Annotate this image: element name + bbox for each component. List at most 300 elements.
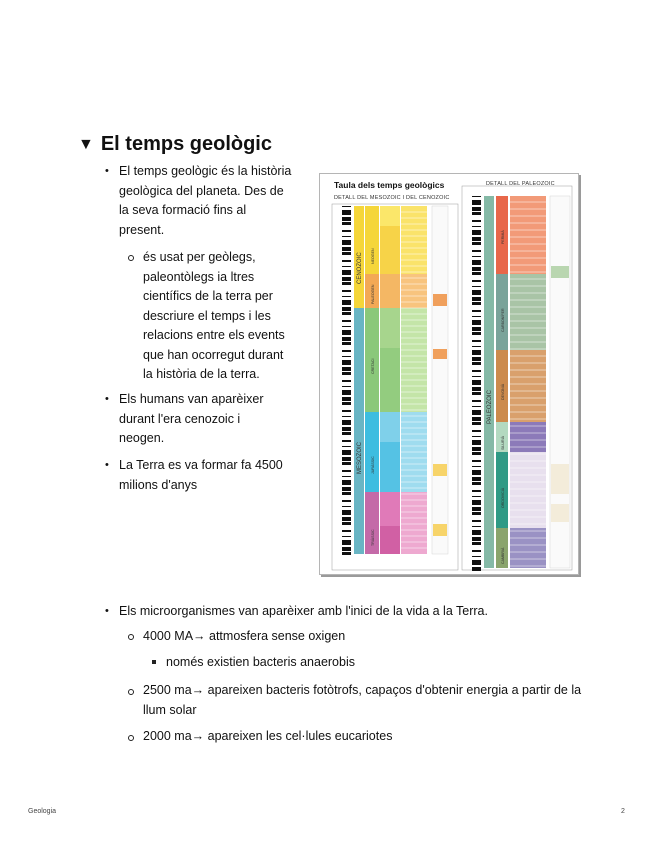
period-label: CAMBRIÀ bbox=[501, 547, 505, 564]
polarity-stripe bbox=[472, 301, 481, 302]
polarity-stripe bbox=[472, 550, 481, 552]
epoch-block bbox=[380, 526, 400, 554]
polarity-stripe bbox=[342, 461, 351, 462]
polarity-stripe bbox=[342, 371, 351, 372]
polarity-stripe bbox=[472, 271, 481, 272]
period-label: PALEOGEN bbox=[371, 284, 375, 304]
stage-block bbox=[401, 206, 427, 274]
polarity-stripe bbox=[342, 296, 351, 297]
polarity-stripe bbox=[342, 356, 351, 357]
polarity-stripe bbox=[472, 436, 481, 437]
magnetic-polarity-column bbox=[342, 206, 351, 555]
polarity-stripe bbox=[472, 331, 481, 332]
polarity-stripe bbox=[342, 446, 351, 447]
collapse-triangle-icon[interactable]: ▼ bbox=[78, 135, 94, 153]
polarity-stripe bbox=[342, 552, 351, 555]
polarity-stripe bbox=[472, 560, 481, 565]
polarity-stripe bbox=[342, 252, 351, 255]
polarity-stripe bbox=[472, 280, 481, 282]
epoch-block bbox=[380, 442, 400, 492]
polarity-stripe bbox=[342, 427, 351, 431]
polarity-stripe bbox=[472, 422, 481, 425]
polarity-stripe bbox=[472, 295, 481, 297]
polarity-stripe bbox=[472, 515, 481, 520]
list-item-2500ma: 2500 ma→ apareixen bacteris fotòtrofs, capaços d'obtenir energia a partir de la llum solar bbox=[143, 683, 582, 717]
event-box bbox=[433, 524, 447, 536]
polarity-stripe bbox=[472, 335, 481, 340]
polarity-stripe bbox=[342, 290, 351, 292]
polarity-stripe bbox=[342, 545, 351, 547]
circle-bullet-icon bbox=[128, 255, 134, 261]
polarity-stripe bbox=[472, 485, 481, 490]
polarity-stripe bbox=[342, 500, 351, 502]
polarity-stripe bbox=[472, 235, 481, 237]
polarity-stripe bbox=[342, 442, 351, 446]
list-item-micro: Els microorganismes van aparèixer amb l'inici de la vida a la Terra. bbox=[119, 604, 488, 618]
polarity-stripe bbox=[472, 222, 481, 226]
polarity-stripe bbox=[472, 467, 481, 470]
polarity-stripe bbox=[472, 537, 481, 541]
polarity-stripe bbox=[342, 480, 351, 485]
polarity-stripe bbox=[342, 270, 351, 275]
polarity-stripe bbox=[342, 412, 351, 416]
period-label: SILURIÀ bbox=[501, 436, 505, 450]
polarity-stripe bbox=[472, 440, 481, 445]
stage-block bbox=[510, 196, 546, 274]
polarity-stripe bbox=[342, 311, 351, 312]
polarity-stripe bbox=[342, 236, 351, 237]
polarity-stripe bbox=[472, 421, 481, 422]
polarity-stripe bbox=[342, 240, 351, 245]
polarity-stripe bbox=[472, 552, 481, 556]
polarity-stripe bbox=[342, 435, 351, 440]
period-label: TRIÀSSIC bbox=[371, 529, 375, 546]
list-item-2000ma: 2000 ma→ apareixen les cel·lules eucariotes bbox=[143, 729, 393, 743]
list-item-terra: La Terra es va formar fa 4500 milions d'anys bbox=[119, 458, 283, 492]
polarity-stripe bbox=[342, 307, 351, 311]
polarity-stripe bbox=[342, 326, 351, 327]
polarity-stripe bbox=[472, 282, 481, 286]
polarity-stripe bbox=[472, 407, 481, 410]
polarity-stripe bbox=[342, 305, 351, 307]
polarity-stripe bbox=[342, 450, 351, 455]
polarity-stripe bbox=[342, 390, 351, 395]
polarity-stripe bbox=[472, 451, 481, 452]
polarity-stripe bbox=[342, 255, 351, 260]
polarity-stripe bbox=[472, 437, 481, 440]
polarity-stripe bbox=[342, 416, 351, 417]
bullet-icon: • bbox=[105, 605, 109, 617]
polarity-stripe bbox=[342, 337, 351, 341]
polarity-stripe bbox=[342, 327, 351, 330]
polarity-stripe bbox=[472, 226, 481, 227]
polarity-stripe bbox=[472, 567, 481, 571]
polarity-stripe bbox=[342, 431, 351, 432]
polarity-stripe bbox=[342, 487, 351, 491]
event-box bbox=[551, 266, 569, 278]
polarity-stripe bbox=[472, 230, 481, 235]
polarity-stripe bbox=[342, 357, 351, 360]
list-item-4000ma: 4000 MA→ attmosfera sense oxigen bbox=[143, 629, 346, 643]
polarity-stripe bbox=[342, 477, 351, 480]
polarity-stripe bbox=[472, 477, 481, 481]
era-label: CENOZOIC bbox=[357, 252, 363, 284]
polarity-stripe bbox=[472, 302, 481, 305]
polarity-stripe bbox=[342, 210, 351, 215]
page-title-text: El temps geològic bbox=[100, 133, 272, 155]
polarity-stripe bbox=[342, 382, 351, 386]
polarity-stripe bbox=[472, 556, 481, 557]
polarity-stripe bbox=[472, 542, 481, 545]
polarity-stripe bbox=[472, 402, 481, 406]
polarity-stripe bbox=[472, 522, 481, 526]
polarity-stripe bbox=[342, 275, 351, 277]
polarity-stripe bbox=[472, 496, 481, 497]
polarity-stripe bbox=[472, 346, 481, 347]
polarity-stripe bbox=[472, 462, 481, 466]
polarity-stripe bbox=[472, 526, 481, 527]
event-box bbox=[551, 464, 569, 494]
polarity-stripe bbox=[472, 290, 481, 295]
polarity-stripe bbox=[472, 470, 481, 475]
polarity-stripe bbox=[342, 247, 351, 251]
polarity-stripe bbox=[472, 481, 481, 482]
stage-block bbox=[510, 528, 546, 568]
polarity-stripe bbox=[342, 297, 351, 300]
event-box bbox=[433, 349, 447, 359]
polarity-stripe bbox=[472, 317, 481, 320]
polarity-stripe bbox=[342, 206, 351, 207]
polarity-stripe bbox=[472, 425, 481, 430]
polarity-stripe bbox=[342, 410, 351, 412]
polarity-stripe bbox=[472, 215, 481, 220]
list-item-usat: és usat per geòlegs, paleontòlegs ia ltres científics de la terra per descriure el temps i les relacions entre els events que han ocorregut durant la història de la terra. bbox=[143, 250, 285, 381]
stage-block bbox=[510, 422, 546, 452]
polarity-stripe bbox=[342, 251, 351, 252]
polarity-stripe bbox=[472, 350, 481, 355]
polarity-stripe bbox=[472, 497, 481, 500]
footer-document-name: Geologia bbox=[28, 808, 57, 815]
polarity-stripe bbox=[342, 312, 351, 315]
polarity-stripe bbox=[472, 275, 481, 280]
period-label: CRETACI bbox=[371, 358, 375, 374]
polarity-stripe bbox=[472, 406, 481, 407]
polarity-stripe bbox=[342, 495, 351, 500]
polarity-stripe bbox=[472, 355, 481, 357]
polarity-stripe bbox=[472, 340, 481, 342]
polarity-stripe bbox=[472, 545, 481, 550]
polarity-stripe bbox=[342, 547, 351, 551]
polarity-stripe bbox=[342, 395, 351, 397]
polarity-stripe bbox=[472, 520, 481, 522]
polarity-stripe bbox=[342, 282, 351, 285]
polarity-stripe bbox=[342, 440, 351, 442]
epoch-block bbox=[380, 308, 400, 348]
list-item-temps: El temps geològic és la història geològica del planeta. Des de la seva formació fins al present. bbox=[119, 164, 292, 237]
polarity-stripe bbox=[342, 345, 351, 350]
circle-bullet-icon bbox=[128, 634, 134, 640]
polarity-stripe bbox=[472, 432, 481, 436]
square-bullet-icon bbox=[152, 660, 156, 664]
polarity-stripe bbox=[472, 357, 481, 361]
polarity-stripe bbox=[342, 322, 351, 326]
polarity-stripe bbox=[472, 445, 481, 447]
polarity-stripe bbox=[472, 361, 481, 362]
polarity-stripe bbox=[342, 232, 351, 236]
polarity-stripe bbox=[342, 335, 351, 337]
polarity-stripe bbox=[342, 300, 351, 305]
polarity-stripe bbox=[472, 512, 481, 515]
polarity-stripe bbox=[472, 541, 481, 542]
polarity-stripe bbox=[342, 360, 351, 365]
polarity-stripe bbox=[342, 387, 351, 390]
period-label: JURÀSSIC bbox=[371, 456, 375, 474]
polarity-stripe bbox=[472, 250, 481, 252]
polarity-stripe bbox=[342, 281, 351, 282]
polarity-stripe bbox=[472, 430, 481, 432]
polarity-stripe bbox=[342, 285, 351, 290]
polarity-stripe bbox=[342, 462, 351, 465]
polarity-stripe bbox=[472, 310, 481, 312]
polarity-stripe bbox=[472, 370, 481, 372]
period-label: DEVONIÀ bbox=[501, 383, 505, 400]
polarity-stripe bbox=[472, 400, 481, 402]
polarity-stripe bbox=[472, 260, 481, 265]
polarity-stripe bbox=[472, 391, 481, 392]
polarity-stripe bbox=[472, 557, 481, 560]
polarity-stripe bbox=[342, 476, 351, 477]
polarity-stripe bbox=[342, 465, 351, 470]
polarity-stripe bbox=[342, 397, 351, 401]
polarity-stripe bbox=[342, 551, 351, 552]
polarity-stripe bbox=[472, 365, 481, 370]
epoch-block bbox=[380, 226, 400, 274]
period-label: PERMIÀ bbox=[501, 230, 505, 244]
polarity-stripe bbox=[472, 245, 481, 250]
polarity-stripe bbox=[342, 217, 351, 221]
polarity-stripe bbox=[472, 410, 481, 415]
polarity-stripe bbox=[342, 420, 351, 425]
polarity-stripe bbox=[472, 527, 481, 530]
polarity-stripe bbox=[342, 457, 351, 461]
polarity-stripe bbox=[342, 262, 351, 266]
polarity-stripe bbox=[342, 372, 351, 375]
polarity-stripe bbox=[342, 532, 351, 536]
polarity-stripe bbox=[472, 535, 481, 537]
polarity-stripe bbox=[342, 401, 351, 402]
polarity-stripe bbox=[342, 320, 351, 322]
polarity-stripe bbox=[342, 386, 351, 387]
polarity-stripe bbox=[472, 200, 481, 205]
polarity-stripe bbox=[472, 530, 481, 535]
polarity-stripe bbox=[342, 350, 351, 352]
polarity-stripe bbox=[472, 197, 481, 200]
polarity-stripe bbox=[342, 521, 351, 522]
polarity-stripe bbox=[342, 267, 351, 270]
stage-block bbox=[401, 308, 427, 412]
period-label: ORDOVICIÀ bbox=[501, 487, 505, 508]
stage-block bbox=[401, 492, 427, 554]
polarity-stripe bbox=[472, 376, 481, 377]
figure-subtitle-left: DETALL DEL MESOZOIC I DEL CENOZOIC bbox=[334, 195, 450, 201]
polarity-stripe bbox=[472, 320, 481, 325]
polarity-stripe bbox=[342, 472, 351, 476]
stage-block bbox=[401, 274, 427, 308]
epoch-block bbox=[380, 492, 400, 526]
polarity-stripe bbox=[472, 505, 481, 507]
event-box bbox=[433, 294, 447, 306]
figure-title: Taula dels temps geològics bbox=[334, 180, 445, 190]
polarity-stripe bbox=[342, 491, 351, 492]
polarity-stripe bbox=[342, 530, 351, 532]
polarity-stripe bbox=[342, 525, 351, 530]
epoch-block bbox=[380, 274, 400, 308]
polarity-stripe bbox=[472, 380, 481, 385]
event-box bbox=[551, 504, 569, 522]
polarity-stripe bbox=[472, 387, 481, 391]
footer-page-number: 2 bbox=[621, 808, 625, 815]
polarity-stripe bbox=[472, 205, 481, 207]
polarity-stripe bbox=[342, 207, 351, 210]
polarity-stripe bbox=[342, 502, 351, 506]
stage-block bbox=[510, 350, 546, 422]
polarity-stripe bbox=[342, 266, 351, 267]
polarity-stripe bbox=[472, 385, 481, 387]
polarity-stripe bbox=[342, 245, 351, 247]
polarity-stripe bbox=[472, 377, 481, 380]
polarity-stripe bbox=[472, 415, 481, 417]
polarity-stripe bbox=[342, 485, 351, 487]
polarity-stripe bbox=[342, 517, 351, 521]
list-item-humans: Els humans van aparèixer durant l'era cenozoic i neogen. bbox=[119, 392, 264, 445]
polarity-stripe bbox=[342, 380, 351, 382]
polarity-stripe bbox=[342, 507, 351, 510]
polarity-stripe bbox=[342, 522, 351, 525]
polarity-stripe bbox=[342, 375, 351, 380]
polarity-stripe bbox=[472, 272, 481, 275]
polarity-stripe bbox=[472, 417, 481, 421]
polarity-stripe bbox=[472, 316, 481, 317]
circle-bullet-icon bbox=[128, 689, 134, 695]
polarity-stripe bbox=[342, 222, 351, 225]
timescale-graphic bbox=[320, 174, 578, 574]
polarity-stripe bbox=[472, 237, 481, 241]
bullet-icon: • bbox=[105, 165, 109, 177]
geologic-timescale-figure bbox=[319, 173, 579, 575]
polarity-stripe bbox=[342, 405, 351, 410]
polarity-stripe bbox=[472, 395, 481, 400]
polarity-stripe bbox=[342, 536, 351, 537]
polarity-stripe bbox=[342, 455, 351, 457]
polarity-stripe bbox=[472, 482, 481, 485]
polarity-stripe bbox=[472, 211, 481, 212]
polarity-stripe bbox=[342, 492, 351, 495]
stage-block bbox=[510, 274, 546, 350]
polarity-stripe bbox=[472, 212, 481, 215]
period-jurassic-block bbox=[365, 412, 379, 492]
polarity-stripe bbox=[342, 367, 351, 371]
polarity-stripe bbox=[472, 492, 481, 496]
bullet-icon: • bbox=[105, 393, 109, 405]
period-label: NEOGEN bbox=[371, 248, 375, 264]
polarity-stripe bbox=[342, 352, 351, 356]
polarity-stripe bbox=[472, 312, 481, 316]
polarity-stripe bbox=[472, 372, 481, 376]
events-column bbox=[432, 206, 448, 554]
polarity-stripe bbox=[472, 327, 481, 331]
event-box bbox=[433, 464, 447, 476]
polarity-stripe bbox=[342, 447, 351, 450]
polarity-stripe bbox=[472, 392, 481, 395]
polarity-stripe bbox=[342, 342, 351, 345]
polarity-stripe bbox=[472, 252, 481, 256]
polarity-stripe bbox=[472, 196, 481, 197]
polarity-stripe bbox=[342, 215, 351, 217]
polarity-stripe bbox=[472, 475, 481, 477]
polarity-stripe bbox=[472, 297, 481, 301]
circle-bullet-icon bbox=[128, 735, 134, 741]
era-mesozoic-block bbox=[354, 308, 364, 554]
polarity-stripe bbox=[472, 241, 481, 242]
epoch-block bbox=[380, 206, 400, 226]
polarity-stripe bbox=[472, 227, 481, 230]
era-label: PALEOZOIC bbox=[487, 390, 493, 424]
polarity-stripe bbox=[342, 315, 351, 320]
polarity-stripe bbox=[342, 540, 351, 545]
polarity-stripe bbox=[342, 402, 351, 405]
polarity-stripe bbox=[342, 365, 351, 367]
period-label: CARBONÍFER bbox=[501, 308, 505, 332]
polarity-stripe bbox=[342, 417, 351, 420]
polarity-stripe bbox=[472, 466, 481, 467]
polarity-stripe bbox=[472, 511, 481, 512]
page-title bbox=[78, 133, 272, 156]
polarity-stripe bbox=[472, 347, 481, 350]
bullet-icon: • bbox=[105, 459, 109, 471]
polarity-stripe bbox=[342, 237, 351, 240]
polarity-stripe bbox=[472, 207, 481, 211]
polarity-stripe bbox=[342, 230, 351, 232]
magnetic-polarity-column bbox=[472, 196, 481, 571]
polarity-stripe bbox=[342, 341, 351, 342]
polarity-stripe bbox=[342, 277, 351, 281]
polarity-stripe bbox=[342, 221, 351, 222]
polarity-stripe bbox=[472, 265, 481, 267]
polarity-stripe bbox=[472, 342, 481, 346]
polarity-stripe bbox=[472, 305, 481, 310]
polarity-stripe bbox=[342, 330, 351, 335]
polarity-stripe bbox=[472, 447, 481, 451]
polarity-stripe bbox=[472, 325, 481, 327]
polarity-stripe bbox=[342, 292, 351, 296]
polarity-stripe bbox=[472, 287, 481, 290]
figure-subtitle-right: DETALL DEL PALEOZOIC bbox=[486, 181, 555, 187]
polarity-stripe bbox=[342, 470, 351, 472]
polarity-stripe bbox=[472, 565, 481, 567]
polarity-stripe bbox=[472, 362, 481, 365]
polarity-stripe bbox=[472, 267, 481, 271]
polarity-stripe bbox=[472, 490, 481, 492]
polarity-stripe bbox=[342, 537, 351, 540]
era-label: MESOZOIC bbox=[357, 441, 363, 474]
polarity-stripe bbox=[472, 460, 481, 462]
polarity-stripe bbox=[342, 510, 351, 515]
polarity-stripe bbox=[472, 220, 481, 222]
list-item-anaerobis: només existien bacteris anaerobis bbox=[166, 655, 355, 669]
polarity-stripe bbox=[342, 260, 351, 262]
polarity-stripe bbox=[342, 225, 351, 230]
polarity-stripe bbox=[342, 515, 351, 517]
